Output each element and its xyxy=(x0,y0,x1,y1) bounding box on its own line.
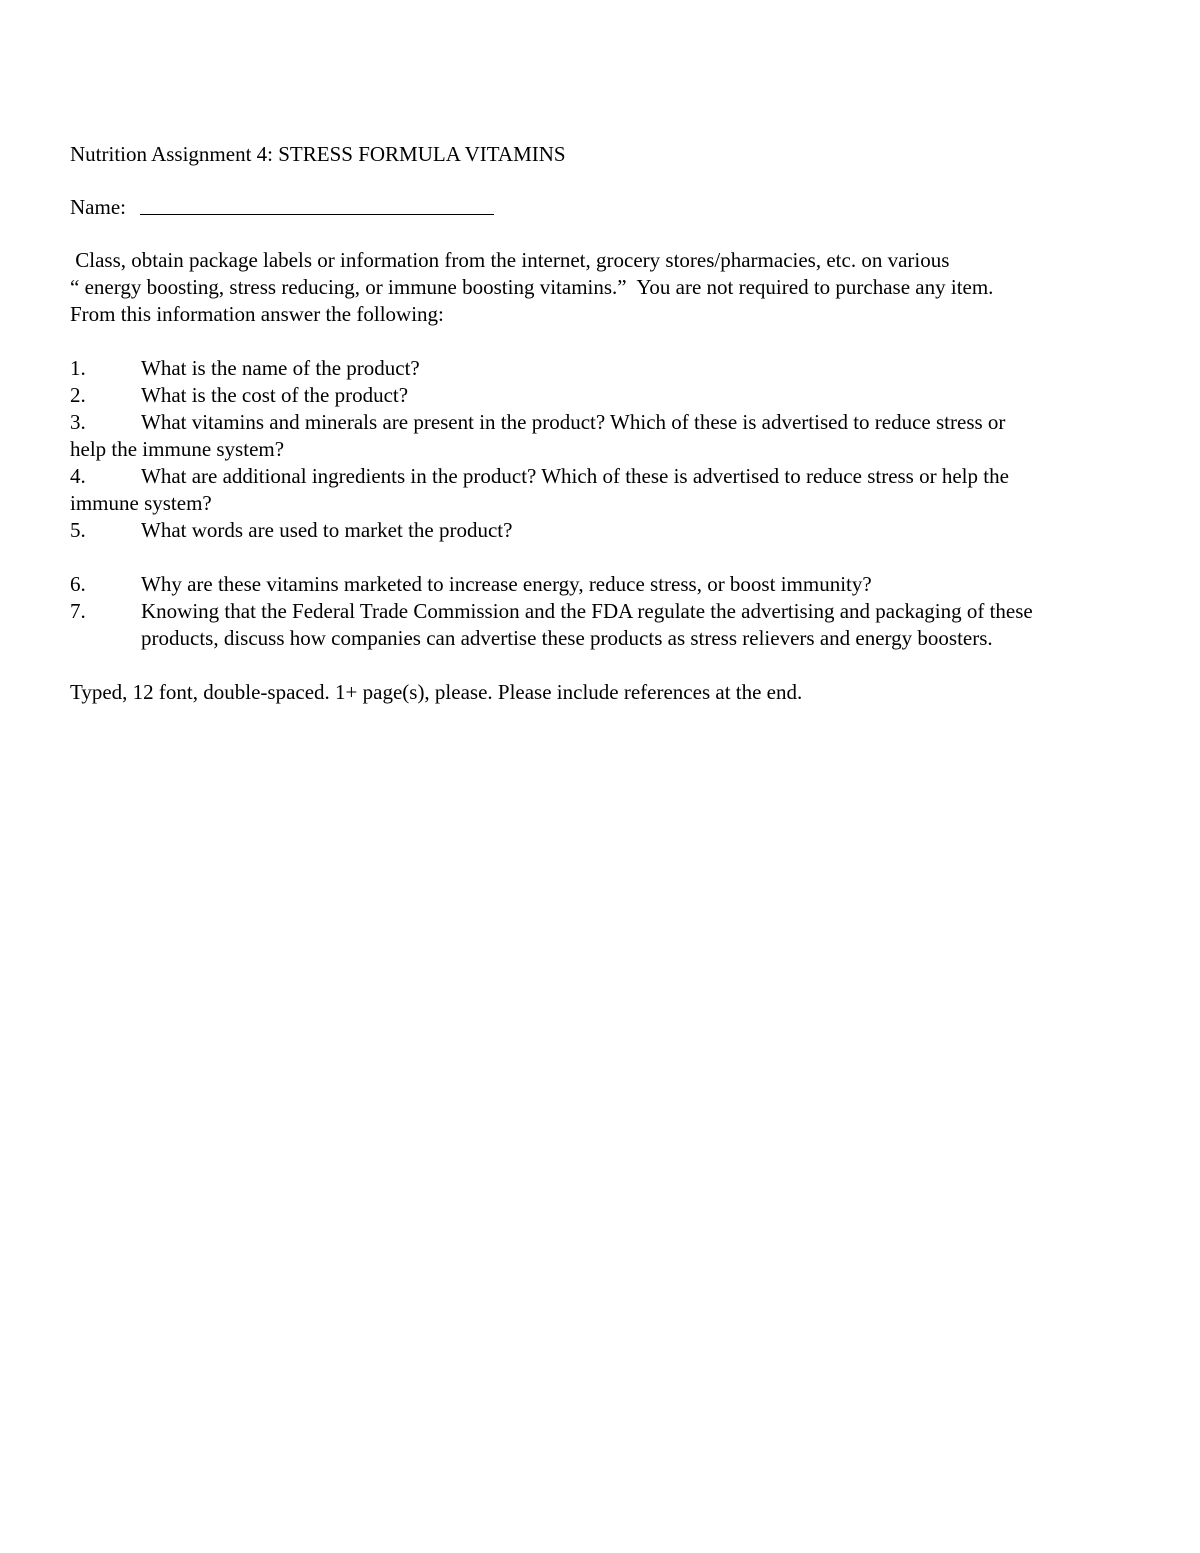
question-2 xyxy=(70,382,1130,409)
name-blank-line[interactable] xyxy=(140,195,494,215)
intro-line-3: From this information answer the following: xyxy=(70,302,444,326)
question-list xyxy=(70,355,1130,652)
intro-line-1: Class, obtain package labels or information from the internet, grocery stores/pharmacies, etc. on various xyxy=(70,248,950,272)
question-text: What is the name of the product? xyxy=(141,356,420,380)
question-number: 2. xyxy=(70,383,86,407)
assignment-page xyxy=(70,141,1130,706)
question-number: 3. xyxy=(70,410,86,434)
question-text-continued: immune system? xyxy=(70,491,212,515)
intro-paragraph xyxy=(70,247,1130,328)
question-number: 4. xyxy=(70,464,86,488)
question-text: Knowing that the Federal Trade Commission and the FDA regulate the advertising and packaging of these products, discuss how companies can advertise these products as stress relievers and energy boosters. xyxy=(141,599,1033,650)
question-1 xyxy=(70,355,1130,382)
question-number: 7. xyxy=(70,599,86,623)
question-text: What are additional ingredients in the product? Which of these is advertised to reduce stress or help the xyxy=(141,464,1009,488)
assignment-title: Nutrition Assignment 4: STRESS FORMULA VITAMINS xyxy=(70,142,566,166)
question-4 xyxy=(70,463,1130,517)
question-number: 5. xyxy=(70,518,86,542)
question-5 xyxy=(70,517,1130,544)
question-text: Why are these vitamins marketed to increase energy, reduce stress, or boost immunity? xyxy=(141,572,872,596)
name-label: Name: xyxy=(70,195,126,219)
question-text: What is the cost of the product? xyxy=(141,383,409,407)
spacer xyxy=(70,544,1130,571)
question-6 xyxy=(70,571,1130,598)
question-text-continued: help the immune system? xyxy=(70,437,285,461)
question-7 xyxy=(70,598,1130,652)
question-text: What vitamins and minerals are present in the product? Which of these is advertised to reduce stress or xyxy=(141,410,1006,434)
submission-instructions: Typed, 12 font, double-spaced. 1+ page(s), please. Please include references at the end. xyxy=(70,680,803,704)
question-text: What words are used to market the product? xyxy=(141,518,513,542)
question-3 xyxy=(70,409,1130,463)
name-row xyxy=(70,195,1130,220)
question-number: 6. xyxy=(70,572,86,596)
question-number: 1. xyxy=(70,356,86,380)
intro-line-2: “ energy boosting, stress reducing, or immune boosting vitamins.” You are not required to purchase any item. xyxy=(70,275,994,299)
